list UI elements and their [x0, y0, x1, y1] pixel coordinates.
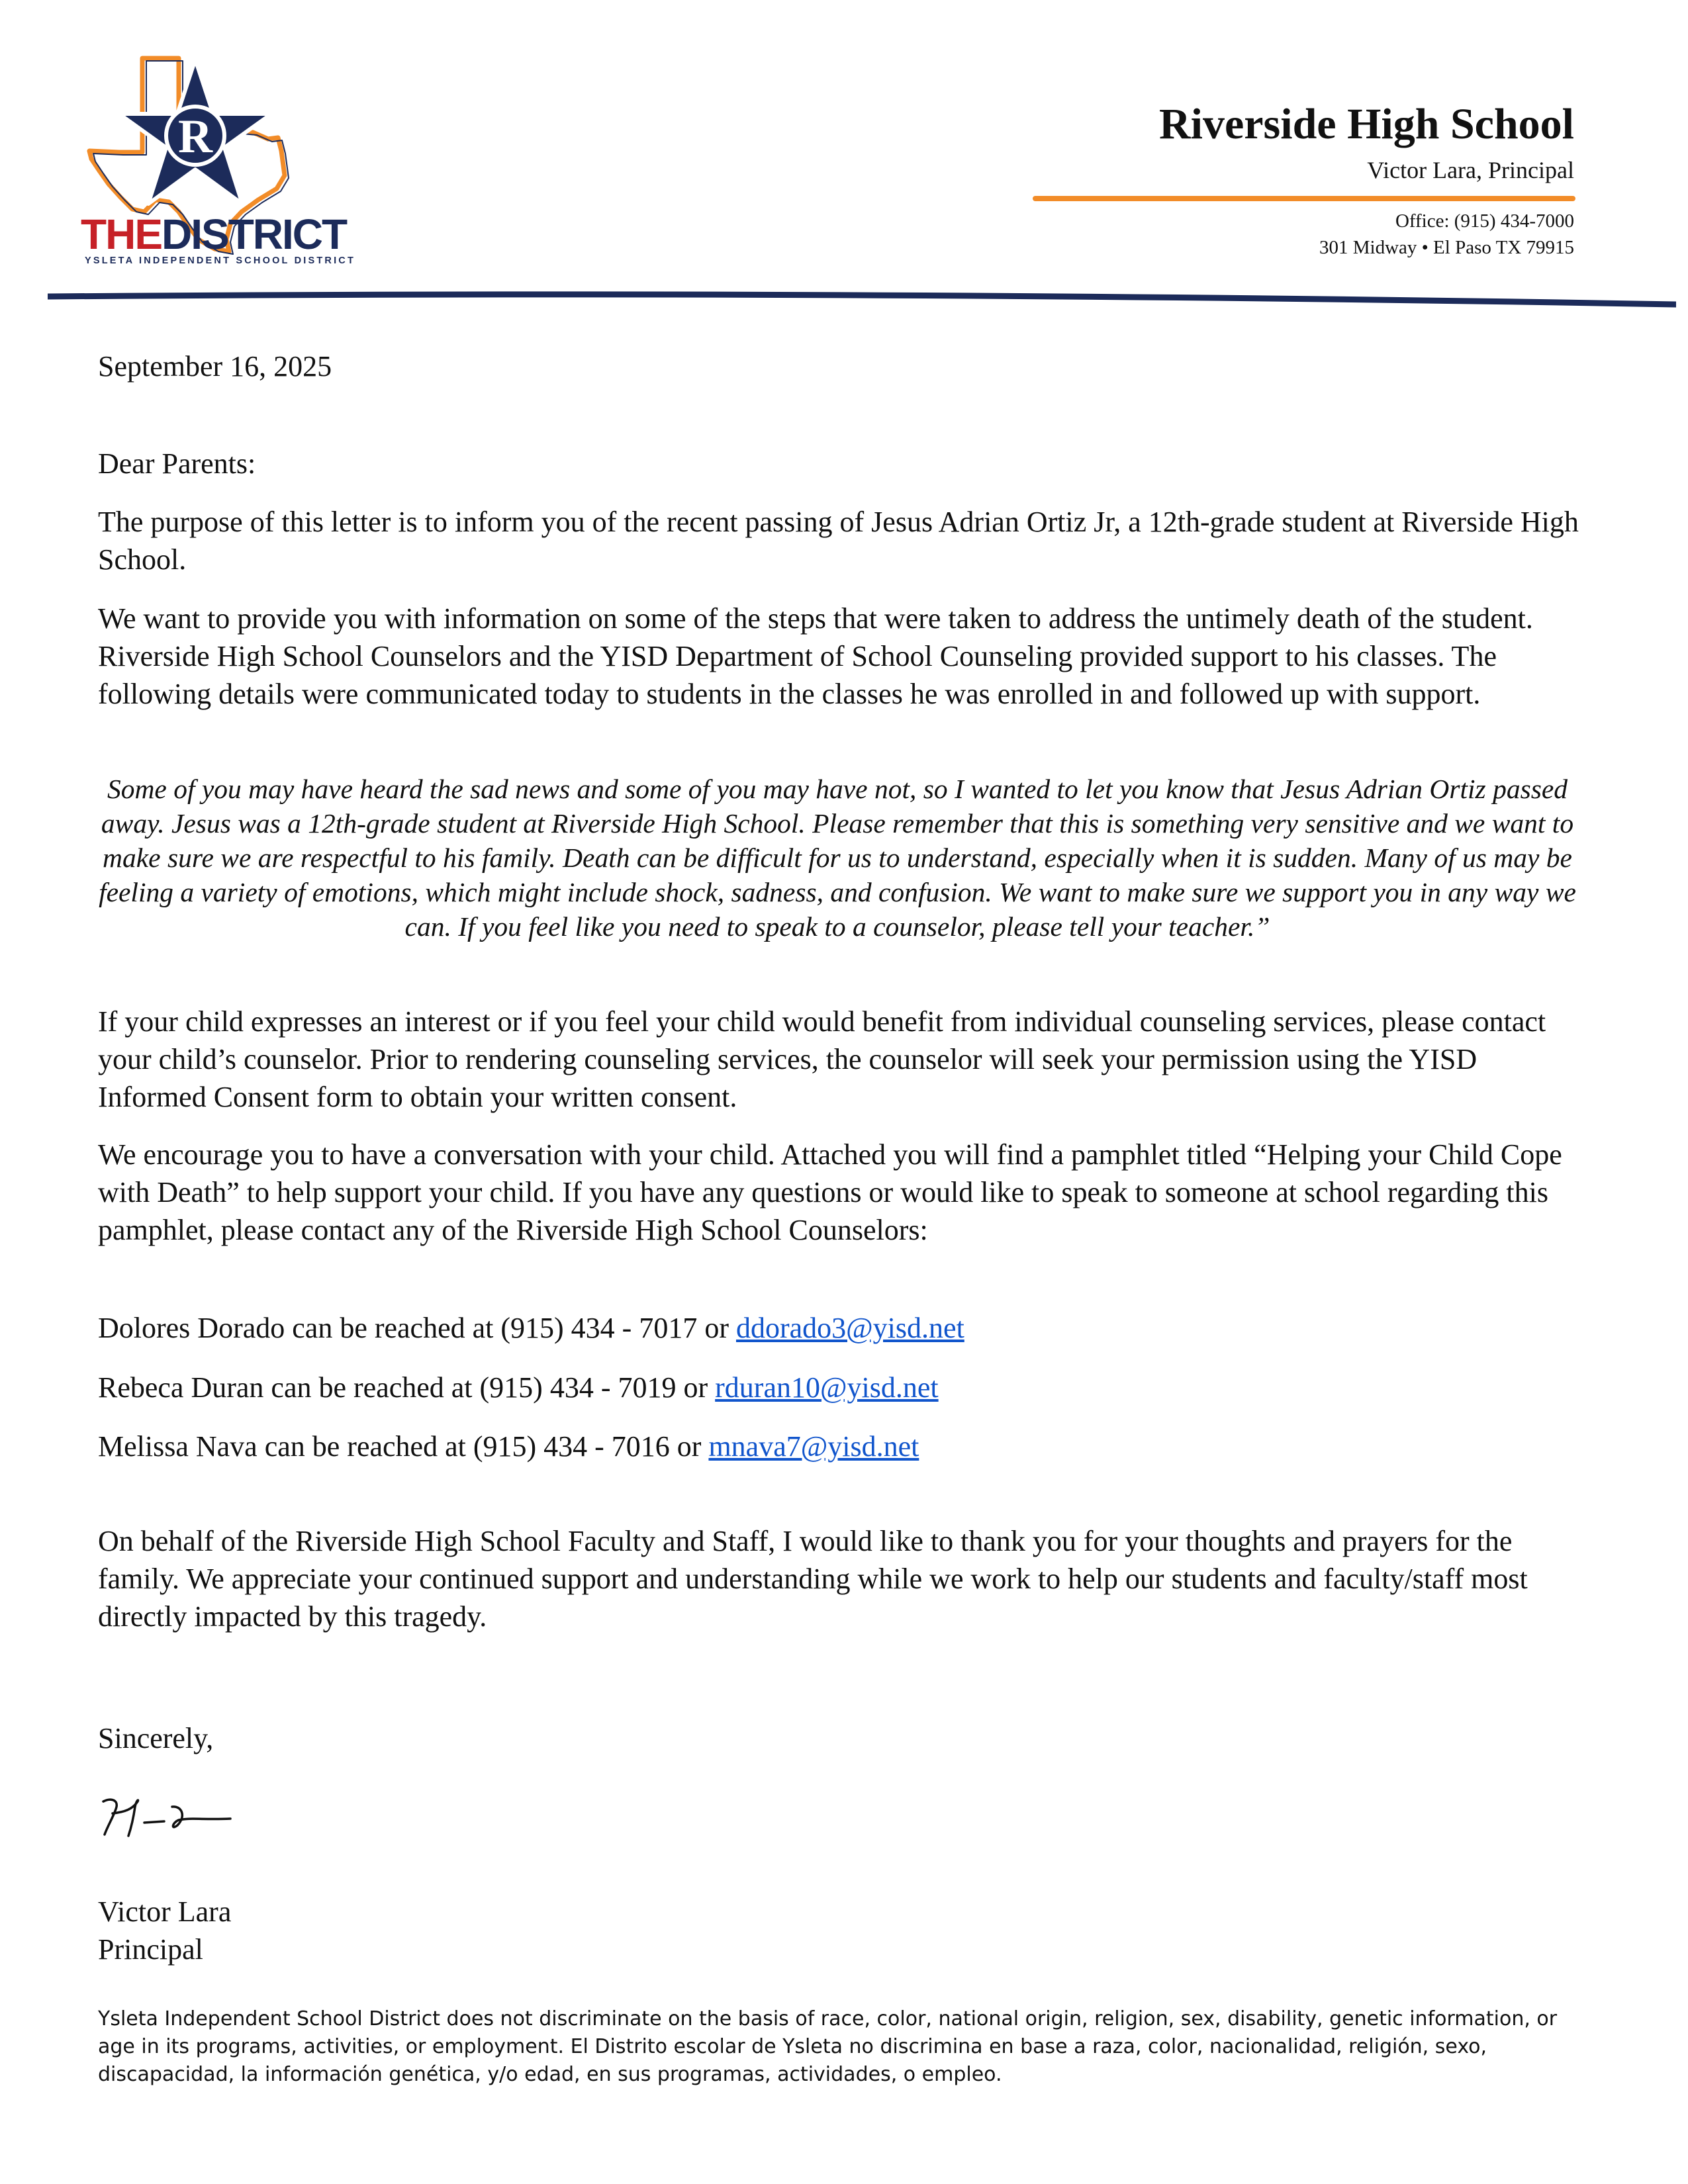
counselor-contact-text: Rebeca Duran can be reached at (915) 434 - 7019 or [98, 1371, 716, 1404]
signer-title: Principal [98, 1933, 203, 1966]
orange-divider [1033, 196, 1575, 201]
nondiscrimination-disclaimer: Ysleta Independent School District does not discriminate on the basis of race, color, national origin, religion, sex, disability, genetic information, or age in its programs, activities, or employment. El Distrito escolar de Ysleta no discrimina en base a raza, color, nacionalidad, religión, sexo, discapacidad, la información genética, y/o edad, en sus programas, actividades, o empleo. [98, 2007, 1558, 2086]
star-letter: R [178, 110, 212, 163]
paragraph-5: On behalf of the Riverside High School Faculty and Staff, I would like to thank you for your thoughts and prayers for the family. We appreciate your continued support and understanding while we work to help our students and faculty/staff most directly impacted by this tragedy. [98, 1525, 1528, 1633]
wordmark-district: DISTRICT [162, 210, 347, 258]
district-wordmark [81, 210, 372, 258]
signer-name: Victor Lara [98, 1895, 232, 1928]
counselor-email-link[interactable]: mnava7@yisd.net [708, 1430, 919, 1463]
paragraph-1: The purpose of this letter is to inform you of the recent passing of Jesus Adrian Ortiz Jr, a 12th-grade student at Riverside High School. [98, 506, 1579, 576]
closing: Sincerely, [98, 1722, 214, 1754]
counselor-contact [98, 1309, 964, 1347]
counselor-email-link[interactable]: ddorado3@yisd.net [735, 1312, 964, 1344]
district-subtitle: YSLETA INDEPENDENT SCHOOL DISTRICT [85, 255, 356, 266]
signature-image [98, 1787, 250, 1846]
paragraph-3: If your child expresses an interest or if you feel your child would benefit from individual counseling services, please contact your child’s counselor. Prior to rendering counseling services, the counselor will seek your permission using the YISD Informed Consent form to obtain your written consent. [98, 1005, 1546, 1113]
counselor-contact [98, 1369, 939, 1406]
counselor-contact-text: Dolores Dorado can be reached at (915) 434 - 7017 or [98, 1312, 736, 1344]
paragraph-2: We want to provide you with information on some of the steps that were taken to address the untimely death of the student. Riverside High School Counselors and the YISD Department of School Counseling provided support to his classes. The following details were communicated today to students in the classes he was enrolled in and followed up with support. [98, 602, 1533, 710]
office-phone: Office: (915) 434-7000 [1395, 210, 1574, 232]
school-name: Riverside High School [1158, 100, 1574, 148]
student-announcement-quote: Some of you may have heard the sad news and some of you may have not, so I wanted to let you know that Jesus Adrian Ortiz passed away. Jesus was a 12th-grade student at Riverside High School. Please remember that this is something very sensitive and we want to make sure we are respectful to his family. Death can be difficult for us to understand, especially when it is sudden. Many of us may be feeling a variety of emotions, which might include shock, sadness, and confusion. We want to make sure we support you in any way we can. If you feel like you need to speak to a counselor, please tell your teacher.” [99, 774, 1576, 942]
letter-date: September 16, 2025 [98, 350, 332, 383]
salutation: Dear Parents: [98, 447, 256, 480]
wordmark-the: THE [81, 210, 162, 258]
principal-line: Victor Lara, Principal [1367, 157, 1574, 183]
paragraph-4: We encourage you to have a conversation with your child. Attached you will find a pamphlet titled “Helping your Child Cope with Death” to help support your child. If you have any questions or would like to speak to someone at school regarding this pamphlet, please contact any of the Riverside High School Counselors: [98, 1138, 1562, 1246]
counselor-contact [98, 1428, 919, 1465]
navy-divider [48, 289, 1676, 308]
school-address: 301 Midway • El Paso TX 79915 [1319, 237, 1574, 258]
counselor-email-link[interactable]: rduran10@yisd.net [715, 1371, 939, 1404]
counselor-contact-text: Melissa Nava can be reached at (915) 434 - 7016 or [98, 1430, 709, 1463]
